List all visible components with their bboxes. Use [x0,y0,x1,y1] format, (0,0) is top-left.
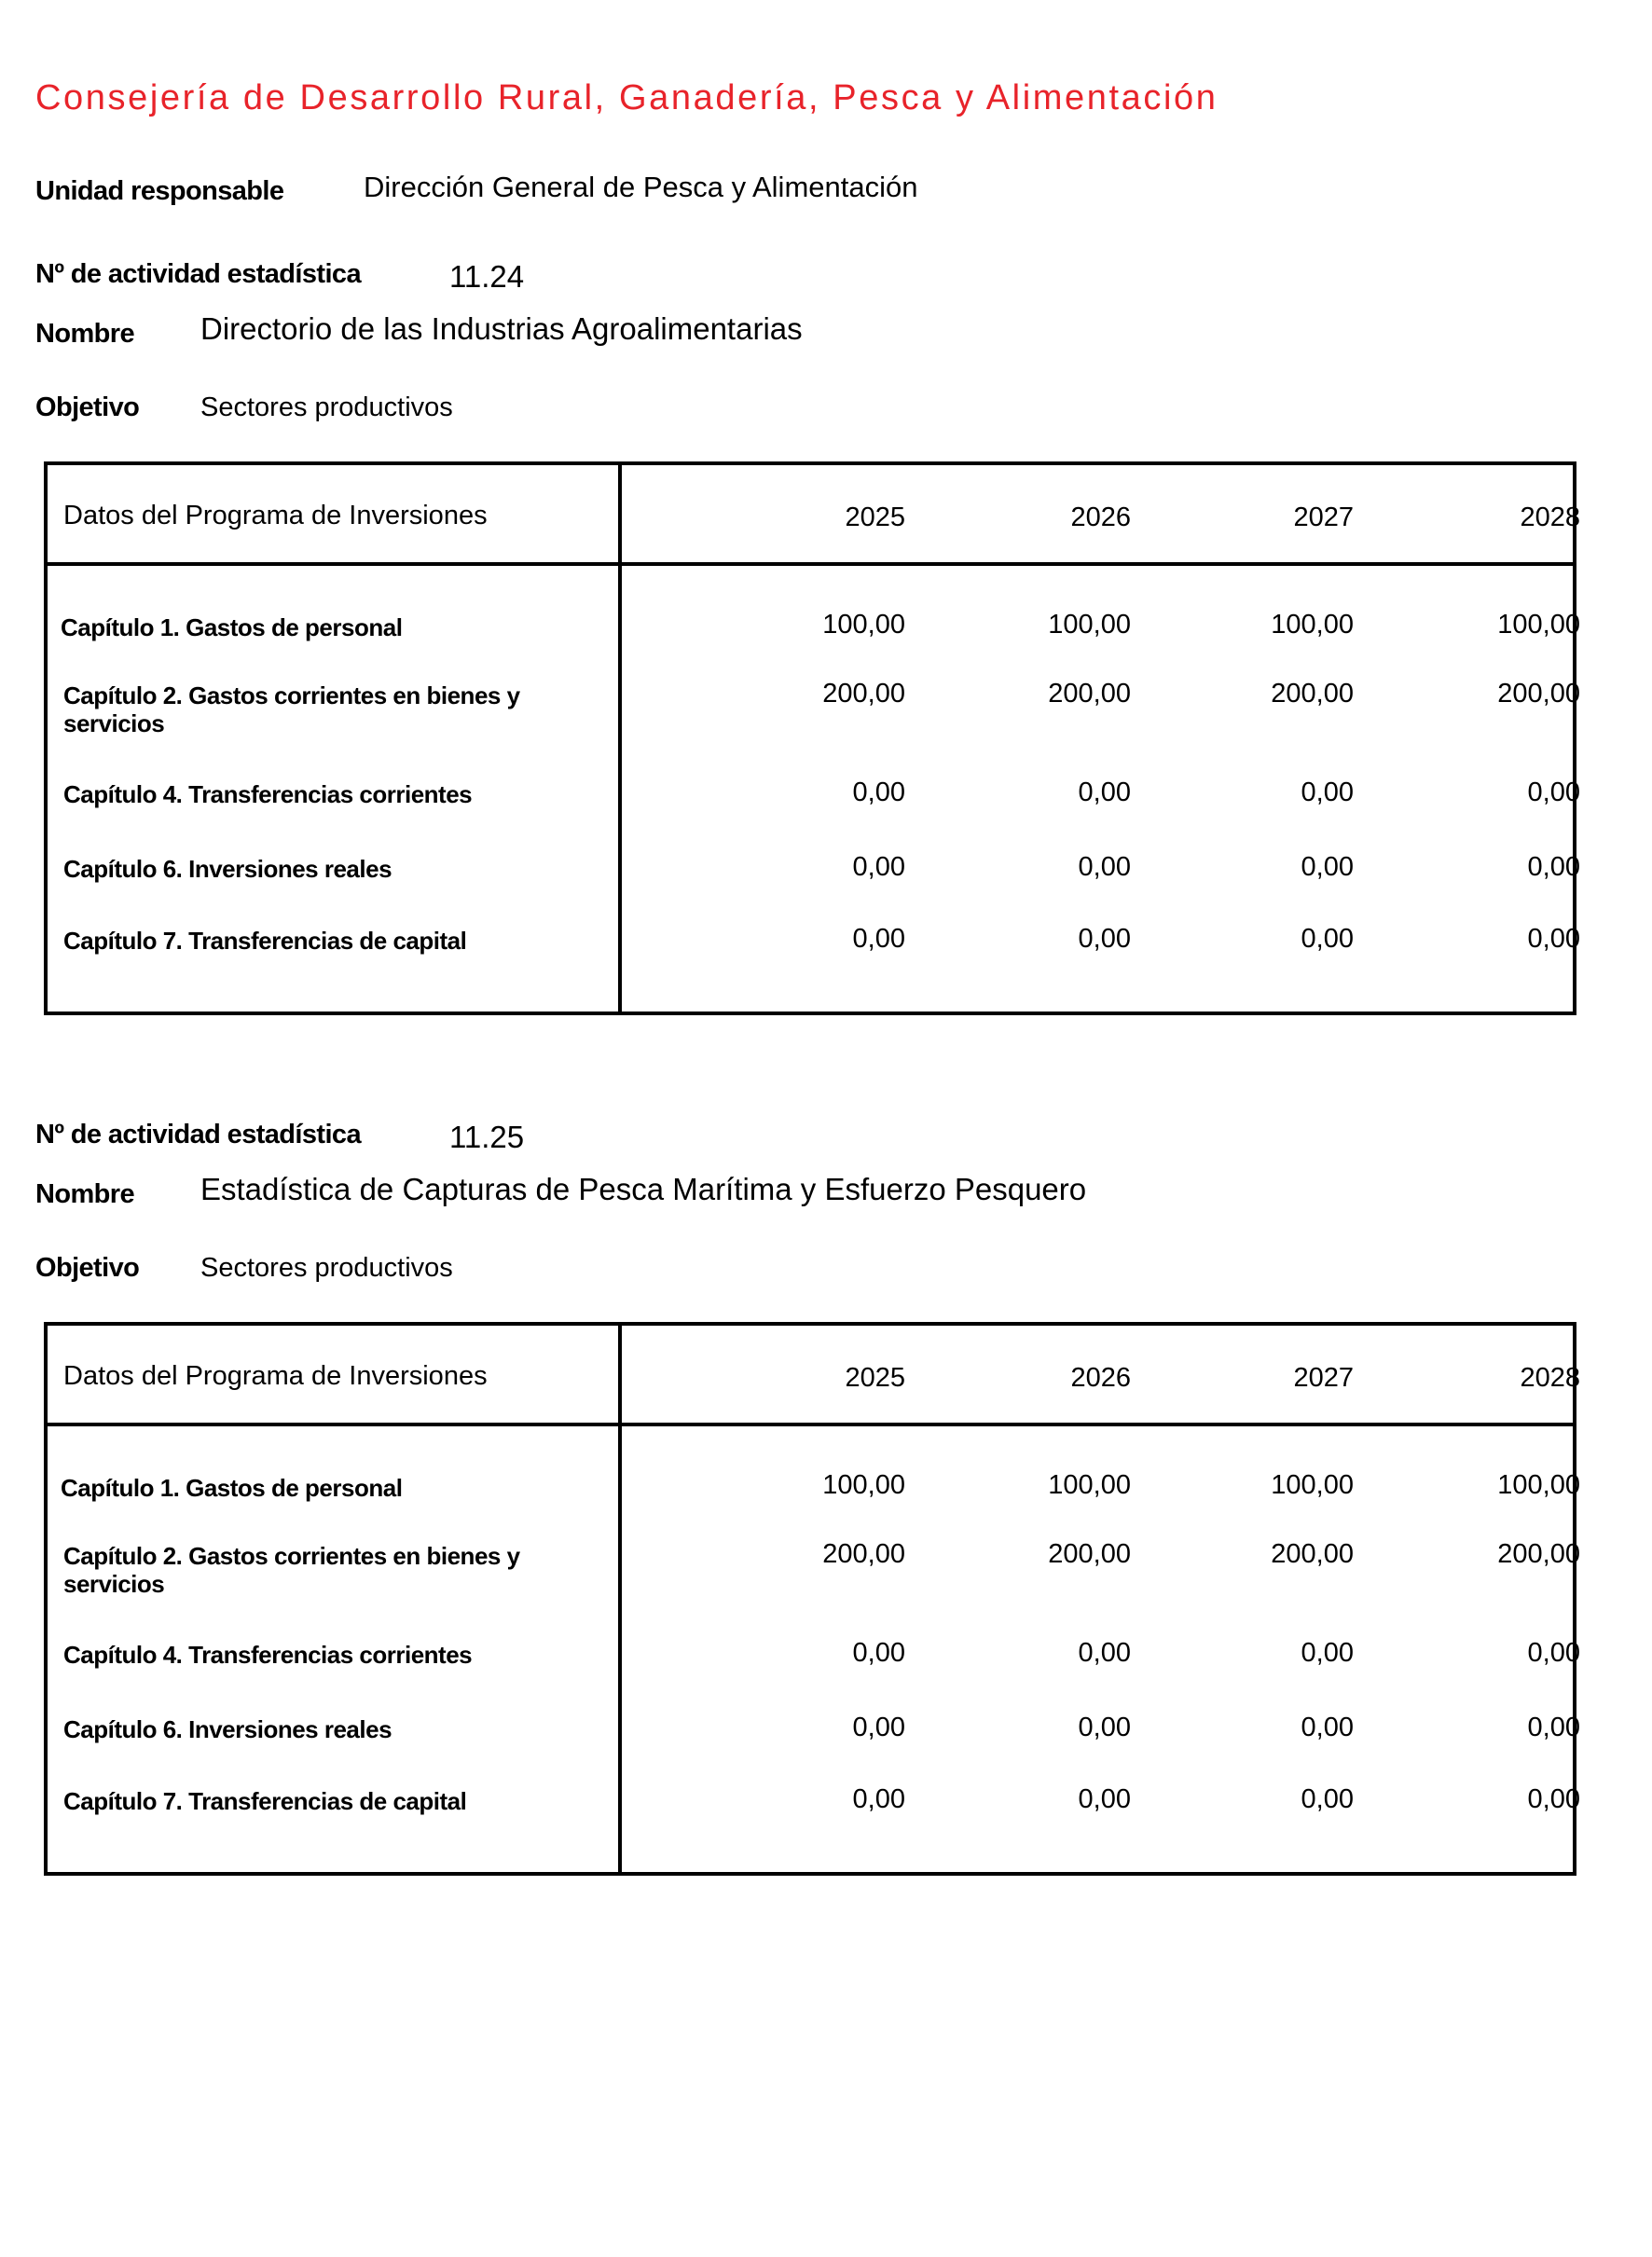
name-label: Nombre [35,1179,134,1209]
table-cell: 100,00 [1271,610,1354,640]
table-cell: 0,00 [1527,1713,1580,1742]
column-divider [618,1326,622,1872]
table-row-label: Capítulo 2. Gastos corrientes en bienes y servicios [63,681,520,737]
table-row-label: Capítulo 1. Gastos de personal [61,1474,403,1502]
table-cell: 100,00 [1271,1470,1354,1500]
table-row-label: Capítulo 7. Transferencias de capital [63,927,467,955]
table-cell: 0,00 [1078,778,1131,807]
activity-number-label: Nº de actividad estadística [35,259,361,289]
year-header: 2026 [1070,1363,1131,1393]
table-row-label: Capítulo 2. Gastos corrientes en bienes y servicios [63,1542,520,1598]
activity-number-value: 11.25 [449,1120,525,1154]
table-row-label: Capítulo 7. Transferencias de capital [63,1787,467,1815]
table-cell: 0,00 [1078,1638,1131,1668]
table-cell: 200,00 [822,679,905,709]
table-cell: 200,00 [1497,679,1580,709]
unidad-value: Dirección General de Pesca y Alimentación [364,171,918,203]
activity-block [0,860,1652,1815]
year-header: 2026 [1070,502,1131,532]
table-cell: 0,00 [852,1784,905,1814]
table-cell: 200,00 [822,1539,905,1569]
objective-value: Sectores productivos [200,1253,453,1283]
table-cell: 100,00 [822,1470,905,1500]
year-header: 2027 [1293,502,1354,532]
table-cell: 0,00 [1301,1713,1354,1742]
activity-number-value: 11.24 [449,259,525,294]
table-cell: 0,00 [1301,852,1354,882]
table-cell: 100,00 [1048,610,1131,640]
table-cell: 0,00 [852,852,905,882]
table-header-title: Datos del Programa de Inversiones [63,1361,488,1391]
name-value: Directorio de las Industrias Agroalimentarias [200,311,803,346]
table-header-title: Datos del Programa de Inversiones [63,501,488,530]
table-cell: 0,00 [1078,924,1131,954]
objective-label: Objetivo [35,392,140,422]
year-header: 2028 [1520,1363,1580,1393]
consejeria-heading: Consejería de Desarrollo Rural, Ganadería, Pesca y Alimentación [35,78,1218,117]
year-header: 2025 [845,502,905,532]
table-cell: 0,00 [852,924,905,954]
table-row-label: Capítulo 1. Gastos de personal [61,613,403,641]
table-cell: 200,00 [1048,1539,1131,1569]
unidad-label: Unidad responsable [35,176,284,206]
name-value: Estadística de Capturas de Pesca Marítima y Esfuerzo Pesquero [200,1172,1087,1206]
table-cell: 200,00 [1271,679,1354,709]
table-cell: 0,00 [852,1638,905,1668]
table-row-label: Capítulo 6. Inversiones reales [63,855,392,883]
year-header: 2027 [1293,1363,1354,1393]
objective-label: Objetivo [35,1253,140,1283]
table-row-label: Capítulo 4. Transferencias corrientes [63,780,473,808]
table-cell: 0,00 [1301,1784,1354,1814]
table-cell: 0,00 [1301,924,1354,954]
table-cell: 200,00 [1271,1539,1354,1569]
table-cell: 0,00 [1527,852,1580,882]
table-cell: 0,00 [852,778,905,807]
table-row-label: Capítulo 6. Inversiones reales [63,1715,392,1743]
investment-table [44,1322,1580,1876]
table-row-label: Capítulo 4. Transferencias corrientes [63,1641,473,1669]
table-cell: 200,00 [1497,1539,1580,1569]
table-cell: 100,00 [1048,1470,1131,1500]
header-divider [48,562,1573,566]
header-divider [48,1423,1573,1426]
table-cell: 0,00 [1527,924,1580,954]
objective-value: Sectores productivos [200,392,453,422]
year-header: 2028 [1520,502,1580,532]
table-cell: 0,00 [1301,1638,1354,1668]
name-label: Nombre [35,319,134,349]
table-cell: 0,00 [1078,852,1131,882]
activity-block [0,0,1652,955]
table-cell: 0,00 [1527,1784,1580,1814]
table-cell: 0,00 [1527,1638,1580,1668]
year-header: 2025 [845,1363,905,1393]
table-cell: 200,00 [1048,679,1131,709]
table-cell: 0,00 [1527,778,1580,807]
activity-number-label: Nº de actividad estadística [35,1120,361,1149]
table-cell: 100,00 [822,610,905,640]
table-cell: 100,00 [1497,1470,1580,1500]
table-cell: 100,00 [1497,610,1580,640]
table-cell: 0,00 [1078,1713,1131,1742]
table-cell: 0,00 [852,1713,905,1742]
table-cell: 0,00 [1078,1784,1131,1814]
table-cell: 0,00 [1301,778,1354,807]
